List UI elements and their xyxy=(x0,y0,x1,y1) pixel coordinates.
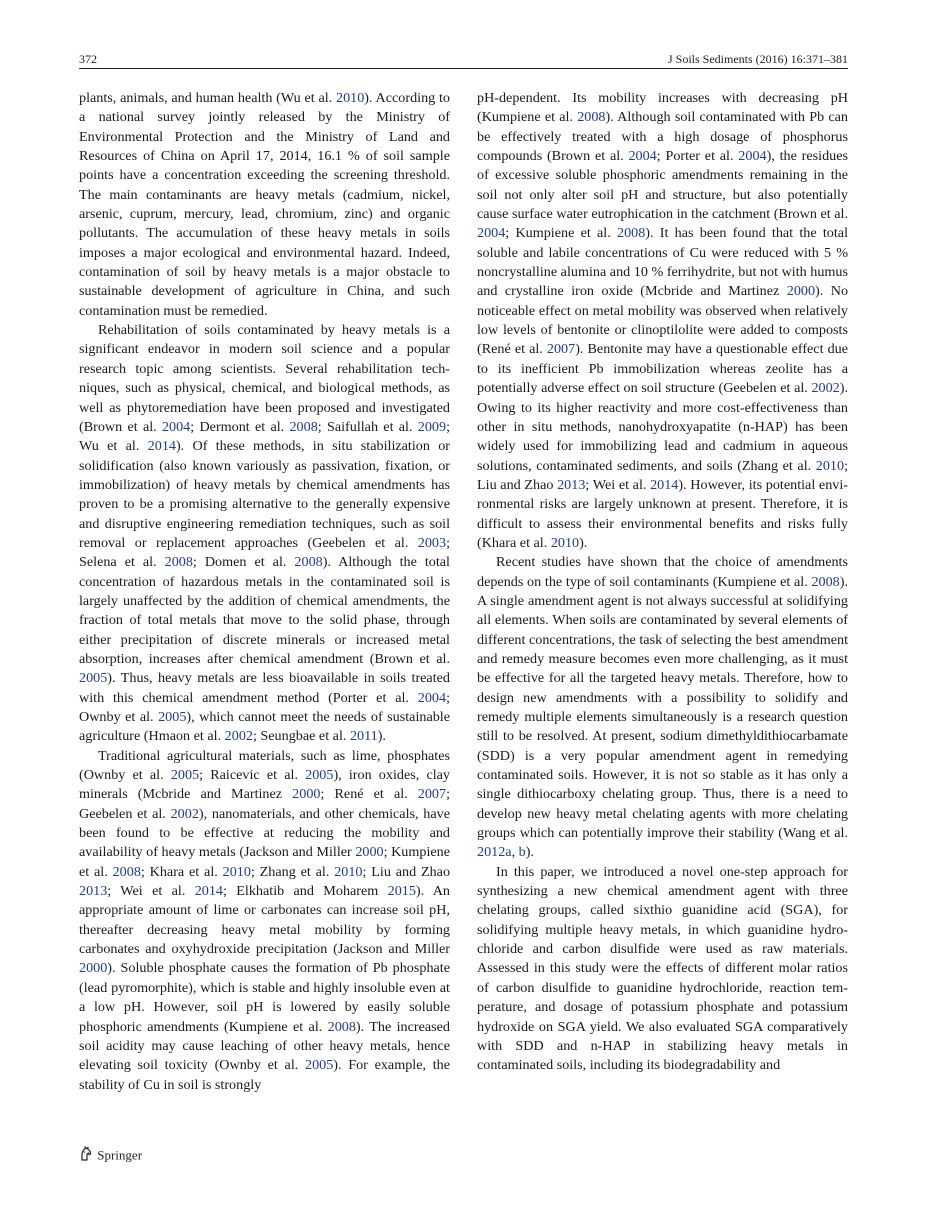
paragraph-text: ). Of these methods, in situ stabilization or solidification (also known variously as passivation, fixation, or immobilization) of heavy metals by chemical amendments has proven to be a promising alternative to the generally expensive and disruptive engineering remediation techniques, such as soil removal or replacement approaches (Geebelen et al. xyxy=(79,438,450,551)
citation-link[interactable]: 2004 xyxy=(417,689,447,706)
paragraph-text: ; Wei et al. xyxy=(107,883,195,900)
left-column xyxy=(79,89,450,1095)
citation-link[interactable]: 2013 xyxy=(79,883,108,900)
citation-link[interactable]: 2008 xyxy=(289,418,318,435)
paragraph-text: ; Zhang et al. xyxy=(250,863,335,880)
paragraph-text: ; Geebelen et al. xyxy=(79,786,450,822)
header-rule xyxy=(79,68,848,69)
citation-link[interactable]: 2000 xyxy=(355,844,384,861)
paragraph-text: ). For example, the stability of Cu in soil is strongly xyxy=(79,1057,450,1093)
paragraph-text: ). Although the total concentration of hazardous metals in the contaminated soil is largely unaffected by the addition of chemical amendments, the fraction of total metals that move to the solid phase, through either precipitation of discrete minerals or increased metal absorption, increases after chemical amendment (Brown et al. xyxy=(79,554,450,667)
citation-link[interactable]: 2005 xyxy=(170,767,200,784)
paragraph-text: ). An appropriate amount of lime or carbonates can increase soil pH, thereafter decreasing heavy metal mobility by forming carbonates and oxyhydroxide precipitation (Jackson and Miller xyxy=(79,883,450,958)
citation-link[interactable]: 2014 xyxy=(650,476,679,493)
citation-link[interactable]: 2004 xyxy=(161,418,191,435)
paragraph-text: ; Khara et al. xyxy=(140,863,223,880)
paragraph-text: ). xyxy=(525,844,534,861)
paragraph-text: plants, animals, and human health (Wu et al. xyxy=(79,90,337,106)
right-column xyxy=(477,89,848,1076)
paragraph xyxy=(79,321,450,747)
citation-link[interactable]: 2003 xyxy=(417,534,447,551)
paragraph-text: ). Owing to its higher reactivity and more cost-effectiveness than other in situ methods, nanohydroxyapatite (n-HAP) has been widely used for immobilizing lead and cadmium in aqueous solutions, contaminated sediments, and soils (Zhang et al. xyxy=(477,380,848,474)
citation-link[interactable]: 2014 xyxy=(194,883,223,900)
publisher-name: Springer xyxy=(97,1147,143,1163)
citation-link[interactable]: 2010 xyxy=(550,534,580,551)
citation-link[interactable]: 2004 xyxy=(738,148,767,165)
citation-link[interactable]: 2012a xyxy=(477,844,512,861)
paragraph-text: ; Domen et al. xyxy=(192,554,295,571)
paragraph-text: ; Kumpiene et al. xyxy=(79,844,450,880)
citation-link[interactable]: 2010 xyxy=(336,90,365,106)
running-header xyxy=(79,49,848,69)
paragraph-text: Recent studies have shown that the choice of amendments depends on the type of soil contaminants (Kumpiene et al. xyxy=(477,554,848,590)
paragraph-text: ). Thus, heavy metals are less bioavailable in soils treated with this chemical amendment method (Porter et al. xyxy=(79,670,450,706)
citation-link[interactable]: b xyxy=(518,844,526,861)
paragraph-text: ; Selena et al. xyxy=(79,534,450,571)
citation-link[interactable]: 2015 xyxy=(387,883,416,900)
paragraph-text: ), nanomaterials, and other chemicals, have been found to be effective at reducing the mobility and availability of heavy metals (Jackson and Miller xyxy=(79,805,450,861)
citation-link[interactable]: 2008 xyxy=(164,554,193,571)
paragraph-text: ), which cannot meet the needs of sustainable agriculture (Hmaon et al. xyxy=(79,709,450,745)
citation-link[interactable]: 2008 xyxy=(294,554,323,571)
paragraph-text: ). According to a national survey jointly released by the Ministry of Environmental Protection and the Ministry of Land and Resources of China on April 17, 2014, 16.1 % of soil sample points have a concentration exceeding the screening threshold. The main contaminants are heavy metals (cadmium, nickel, arsenic, cuprum, mercury, lead, chromium, zinc) and organic pollutants. The accumulation of these heavy metals in soils imposes a major ecological and environmental hazard. Indeed, contamination of soil by heavy metals is a major obstacle to sustainable development of agriculture in China, and such contamination must be remedied. xyxy=(79,90,450,319)
paragraph xyxy=(79,747,450,1095)
citation-link[interactable]: 2008 xyxy=(577,109,606,126)
paragraph-text: ; Porter et al. xyxy=(656,148,739,165)
paragraph-text: ; Liu and Zhao xyxy=(362,863,451,880)
citation-link[interactable]: 2008 xyxy=(811,573,840,590)
paragraph-text: ; Seungbae et al. xyxy=(252,728,350,745)
paragraph-text: ; Wu et al. xyxy=(79,418,450,455)
citation-link[interactable]: 2009 xyxy=(417,418,447,435)
citation-link[interactable]: 2005 xyxy=(158,709,187,725)
citation-link[interactable]: 2005 xyxy=(79,670,108,687)
paragraph-text: ; Saifullah et al. xyxy=(317,418,418,435)
citation-link[interactable]: 2010 xyxy=(222,863,251,880)
citation-link[interactable]: 2008 xyxy=(327,1018,356,1035)
paragraph-text: ). Soluble phosphate causes the formation of Pb phosphate (lead pyromorphite), which is stable and highly insoluble even at a low pH. However, soil pH is lowered by easily soluble phosphoric amendments (Kumpiene et al. xyxy=(79,960,450,1035)
paragraph-text: ), the residues of excessive soluble phosphoric amendments remaining in the soil not only alter soil pH and structure, but also potentially cause surface water eutrophication in the catchment (Brown et al. xyxy=(477,148,848,223)
citation-link[interactable]: 2008 xyxy=(112,863,141,880)
paragraph-text: ). No noticeable effect on metal mobility was observed when relatively low levels of bentonite or clinoptilolite were added to composts (René et al. xyxy=(477,283,849,358)
paragraph-text: ). Although soil contaminated with Pb can be effectively treated with a high dosage of phosphorus compounds (Brown et al. xyxy=(477,109,848,165)
paragraph-text: ). xyxy=(377,728,386,745)
paragraph-text: ; Raicevic et al. xyxy=(199,767,306,784)
citation-link[interactable]: 2000 xyxy=(292,786,321,803)
paragraph-text: Traditional agricultural materials, such as lime, phosphates (Ownby et al. xyxy=(79,747,450,784)
paragraph-text: ; René et al. xyxy=(320,786,418,803)
paragraph-text: ). A single amendment agent is not always successful at solidifying all elements. When soils are contaminated by several elements of different concentrations, the task of selecting the best amendment and remedy measure becomes even more challenging, as it must be effective for all the targeted heavy metals. Therefore, how to design new amendments with a possibility to solidify and remedy multiple elements simultaneously is a research question still to be resolved. At present, sodium dimethyldithiocarbamate (SDD) is a very popular amendment agent in remedying contaminated soils. However, it is not so stable as it has only a single dithiocarboxy chelating group. Thus, there is a need to develop new heavy metal chelating agents with more chelating groups which can potentially improve their stability (Wang et al. xyxy=(477,573,848,842)
citation-link[interactable]: 2002 xyxy=(170,805,199,822)
citation-link[interactable]: 2002 xyxy=(811,380,840,397)
paragraph-text: ; Wei et al. xyxy=(585,476,651,493)
paragraph-text: ), iron oxides, clay minerals (Mcbride and Martinez xyxy=(79,767,450,803)
paragraph-text: ). Bentonite may have a questionable effect due to its inefficient Pb immobilization whereas zeolite has a potentially adverse effect on soil structure (Geebelen et al. xyxy=(477,341,848,397)
citation-link[interactable]: 2007 xyxy=(417,786,447,803)
paragraph-text: ). The increased soil acidity may cause leaching of other heavy metals, hence elevating soil toxicity (Ownby et al. xyxy=(79,1018,450,1074)
springer-horse-icon xyxy=(79,1146,92,1165)
citation-link[interactable]: 2000 xyxy=(786,283,816,300)
page-number: 372 xyxy=(79,52,97,66)
citation-link[interactable]: 2000 xyxy=(79,960,108,977)
paragraph xyxy=(477,553,848,863)
citation-link[interactable]: 2007 xyxy=(546,341,576,358)
paragraph-text: ). xyxy=(579,534,588,551)
citation-link[interactable]: 2002 xyxy=(224,728,253,745)
paragraph-text: ; Liu and Zhao xyxy=(477,457,848,493)
paragraph-text: ; Dermont et al. xyxy=(190,418,290,435)
paragraph-text: , xyxy=(511,844,519,861)
paragraph-text: Rehabilitation of soils contaminated by heavy metals is a significant endeavor in modern soil science and a popular research topic among scientists. Several rehabilitation techniques, such as physical, chemical, and biological methods, as well as phytoremediation have been proposed and investigated (Brown et al. xyxy=(79,322,450,435)
citation-link[interactable]: 2010 xyxy=(334,863,363,880)
paragraph-text: In this paper, we introduced a novel one-step approach for synthesizing a new chemical amendment agent with three chelating groups, called sixthio guanidine acid (SGA), for solidifying multiple heavy metals, in which guanidine hydrochloride and carbon disulfide were used as raw materials. Assessed in this study were the effects of different molar ratios of carbon disulfide to guanidine hydrochloride, reaction temperature, and dosage of potassium phosphate and potassium hydroxide on SGA yield. We also evaluated SGA comparatively with SDD and n-HAP in stabilizing heavy metals in contaminated soils, including its biodegradability and xyxy=(477,863,848,1074)
paragraph-text: ; Kumpiene et al. xyxy=(505,225,618,242)
citation-link[interactable]: 2004 xyxy=(628,148,657,165)
page-footer xyxy=(79,1146,142,1164)
citation-link[interactable]: 2011 xyxy=(349,728,378,745)
journal-citation: J Soils Sediments (2016) 16:371–381 xyxy=(667,52,848,66)
paragraph-text: pH-dependent. Its mobility increases with decreasing pH (Kumpiene et al. xyxy=(477,90,848,126)
citation-link[interactable]: 2010 xyxy=(815,457,845,474)
citation-link[interactable]: 2014 xyxy=(147,438,176,455)
citation-link[interactable]: 2013 xyxy=(557,476,586,493)
paragraph-text: ; Ownby et al. xyxy=(79,689,450,725)
paragraph xyxy=(477,89,848,553)
citation-link[interactable]: 2004 xyxy=(477,225,506,242)
citation-link[interactable]: 2008 xyxy=(617,225,646,242)
citation-link[interactable]: 2005 xyxy=(305,1057,334,1074)
paragraph-text: ; Elkhatib and Moharem xyxy=(223,883,388,900)
citation-link[interactable]: 2005 xyxy=(305,767,334,784)
paragraph-text: ). It has been found that the total soluble and labile concentrations of Cu were reduced with 5 % noncrystalline alumina and 10 % ferrihydrite, but not with humus and crystalline iron oxide (Mcbride and Martinez xyxy=(477,225,848,300)
paragraph-text: ). However, its potential environmental risks are largely unknown at present. Therefore, it is difficult to assess their environmental benefits and risks fully (Khara et al. xyxy=(477,476,848,551)
paragraph xyxy=(79,89,450,321)
paragraph xyxy=(477,863,848,1076)
